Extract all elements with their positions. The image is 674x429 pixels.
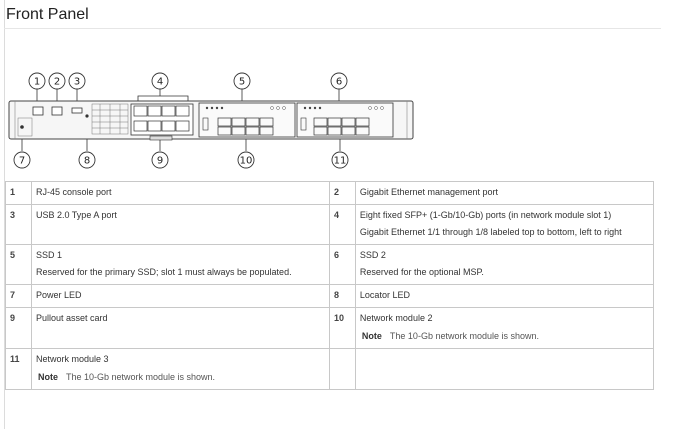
callout-9	[152, 152, 168, 168]
power-led	[20, 125, 24, 129]
description-line: USB 2.0 Type A port	[35, 210, 117, 220]
svg-text:4: 4	[156, 76, 164, 88]
note	[356, 325, 653, 348]
description-line: SSD 1	[35, 250, 62, 260]
item-description	[355, 285, 653, 308]
description-line: Gigabit Ethernet 1/1 through 1/8 labeled top to bottom, left to right	[359, 227, 622, 237]
table-row	[6, 285, 654, 308]
console-port	[33, 107, 43, 115]
item-number: 8	[329, 285, 355, 308]
item-description-empty	[355, 349, 653, 390]
item-description	[31, 182, 329, 205]
description-line: Locator LED	[359, 290, 410, 300]
item-number: 9	[6, 308, 32, 349]
item-number-empty	[329, 349, 355, 390]
locator-led	[85, 114, 88, 117]
svg-text:2: 2	[53, 76, 61, 88]
item-number: 4	[329, 205, 355, 245]
usb-port	[72, 108, 82, 113]
network-module-2	[199, 103, 295, 137]
description-line: Reserved for the optional MSP.	[359, 267, 484, 277]
description-line: Pullout asset card	[35, 313, 108, 323]
description-line: SSD 2	[359, 250, 386, 260]
svg-text:9: 9	[156, 155, 164, 167]
item-description	[355, 245, 653, 285]
svg-text:5: 5	[238, 76, 246, 88]
description-line: Network module 3	[35, 354, 109, 364]
management-port	[52, 107, 62, 115]
item-description	[31, 285, 329, 308]
description-line: Reserved for the primary SSD; slot 1 must always be populated.	[35, 267, 292, 277]
front-panel-diagram	[0, 66, 420, 174]
item-number: 3	[6, 205, 32, 245]
callout-6	[331, 73, 347, 89]
item-description	[31, 205, 329, 245]
callout-3	[69, 73, 85, 89]
title-divider	[4, 28, 661, 29]
item-number: 11	[6, 349, 32, 390]
callout-10	[238, 152, 254, 168]
network-module-3	[297, 103, 393, 137]
description-line: Network module 2	[359, 313, 433, 323]
callout-5	[234, 73, 250, 89]
front-panel-legend-table	[5, 181, 654, 390]
item-description	[31, 308, 329, 349]
callout-1	[29, 73, 45, 89]
svg-text:11: 11	[333, 155, 347, 167]
item-number: 5	[6, 245, 32, 285]
callout-2	[49, 73, 65, 89]
note-label: Note	[37, 372, 58, 382]
svg-text:1: 1	[33, 76, 41, 88]
description-line: RJ-45 console port	[35, 187, 112, 197]
table-row	[6, 182, 654, 205]
item-number: 7	[6, 285, 32, 308]
svg-text:7: 7	[18, 155, 26, 167]
svg-text:8: 8	[83, 155, 91, 167]
note-text: The 10-Gb network module is shown.	[389, 331, 539, 341]
note	[32, 366, 329, 389]
description-line: Eight fixed SFP+ (1-Gb/10-Gb) ports (in network module slot 1)	[359, 210, 612, 220]
callout-11	[332, 152, 348, 168]
svg-text:10: 10	[239, 155, 253, 167]
callout-7	[14, 152, 30, 168]
svg-text:6: 6	[335, 76, 343, 88]
item-number: 10	[329, 308, 355, 349]
page-title: Front Panel	[6, 6, 89, 23]
network-module-1	[131, 104, 193, 135]
description-line: Power LED	[35, 290, 82, 300]
item-number: 6	[329, 245, 355, 285]
note-text: The 10-Gb network module is shown.	[65, 372, 216, 382]
description-line: Gigabit Ethernet management port	[359, 187, 499, 197]
svg-text:3: 3	[73, 76, 81, 88]
item-number: 1	[6, 182, 32, 205]
item-number: 2	[329, 182, 355, 205]
item-description	[355, 182, 653, 205]
note-label: Note	[361, 331, 382, 341]
item-description	[31, 245, 329, 285]
table-row	[6, 245, 654, 285]
pullout-asset-card	[150, 136, 172, 140]
table-row	[6, 308, 654, 349]
item-description	[355, 205, 653, 245]
item-description	[355, 308, 653, 349]
item-description	[31, 349, 329, 390]
table-row	[6, 349, 654, 390]
callout-4	[152, 73, 168, 89]
callout-8	[79, 152, 95, 168]
table-row	[6, 205, 654, 245]
